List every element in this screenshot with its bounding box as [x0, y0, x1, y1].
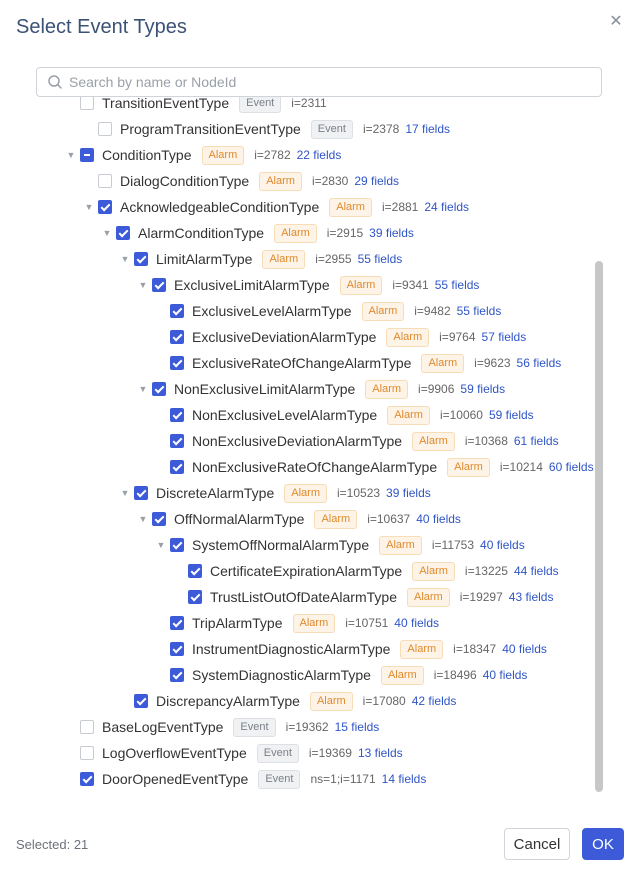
row-checkbox[interactable] — [116, 226, 130, 240]
tree-row[interactable] — [62, 714, 379, 740]
tree-row[interactable] — [62, 97, 333, 116]
row-checkbox[interactable] — [152, 278, 166, 292]
search-icon — [47, 74, 63, 90]
type-badge: Alarm — [284, 484, 327, 503]
caret-down-icon[interactable]: ▼ — [84, 202, 94, 212]
search-input[interactable] — [69, 68, 589, 96]
tree-row[interactable] — [80, 116, 450, 142]
row-name: SystemDiagnosticAlarmType — [192, 667, 371, 683]
node-id: i=2378 — [362, 122, 400, 136]
fields-link[interactable]: 22 fields — [296, 148, 342, 162]
row-checkbox[interactable] — [134, 252, 148, 266]
node-id: i=2311 — [291, 97, 327, 110]
row-name: ExclusiveLimitAlarmType — [174, 277, 330, 293]
type-badge: Alarm — [381, 666, 424, 685]
fields-link[interactable]: 60 fields — [548, 460, 594, 474]
tree-row[interactable] — [116, 246, 402, 272]
row-checkbox[interactable] — [152, 382, 166, 396]
tree-scrollbar[interactable] — [595, 261, 603, 792]
row-checkbox[interactable] — [170, 304, 184, 318]
row-checkbox[interactable] — [188, 590, 202, 604]
node-id: i=9906 — [418, 382, 455, 396]
tree-row[interactable] — [116, 480, 431, 506]
fields-link[interactable]: 40 fields — [416, 512, 461, 526]
type-badge: Alarm — [202, 146, 245, 165]
fields-link[interactable]: 55 fields — [456, 304, 502, 318]
row-checkbox[interactable] — [98, 200, 112, 214]
type-badge: Alarm — [400, 640, 443, 659]
type-badge: Alarm — [259, 172, 302, 191]
fields-link[interactable]: 40 fields — [480, 538, 525, 552]
row-name: ProgramTransitionEventType — [120, 121, 301, 137]
row-checkbox[interactable] — [170, 460, 184, 474]
row-name: DiscreteAlarmType — [156, 485, 275, 501]
dialog-title: Select Event Types — [16, 16, 187, 38]
row-name: TransitionEventType — [102, 97, 230, 111]
type-badge: Alarm — [407, 588, 450, 607]
row-name: SystemOffNormalAlarmType — [192, 537, 370, 553]
type-badge: Alarm — [447, 458, 490, 477]
node-id: i=10060 — [439, 408, 483, 422]
row-name: NonExclusiveDeviationAlarmType — [192, 433, 403, 449]
type-badge: Event — [311, 120, 353, 139]
row-name: DiscrepancyAlarmType — [156, 693, 300, 709]
fields-link[interactable]: 15 fields — [334, 720, 380, 734]
close-icon[interactable]: ✕ — [609, 13, 623, 30]
tree-row[interactable] — [152, 532, 525, 558]
row-name: TrustListOutOfDateAlarmType — [210, 589, 397, 605]
node-id: i=10523 — [337, 486, 381, 500]
node-id: i=2782 — [254, 148, 291, 162]
node-id: i=2881 — [381, 200, 419, 214]
type-badge: Alarm — [365, 380, 408, 399]
row-checkbox[interactable] — [80, 772, 94, 786]
row-name: InstrumentDiagnosticAlarmType — [192, 641, 391, 657]
row-checkbox[interactable] — [170, 642, 184, 656]
fields-link[interactable]: 59 fields — [460, 382, 506, 396]
row-checkbox[interactable] — [80, 720, 94, 734]
tree-row[interactable] — [134, 376, 505, 402]
tree-row[interactable] — [62, 740, 403, 766]
tree-row[interactable] — [134, 506, 461, 532]
type-badge: Alarm — [386, 328, 429, 347]
row-checkbox[interactable] — [188, 564, 202, 578]
row-checkbox[interactable] — [98, 122, 112, 136]
row-checkbox[interactable] — [134, 486, 148, 500]
fields-link[interactable]: 57 fields — [481, 330, 527, 344]
tree-row[interactable] — [152, 298, 501, 324]
node-id: i=17080 — [362, 694, 406, 708]
node-id: i=9623 — [474, 356, 511, 370]
tree-row[interactable] — [152, 662, 527, 688]
fields-link[interactable]: 13 fields — [357, 746, 403, 760]
row-checkbox[interactable] — [170, 330, 184, 344]
node-id: i=10751 — [345, 616, 389, 630]
row-checkbox[interactable] — [80, 148, 94, 162]
fields-link[interactable]: 24 fields — [424, 200, 470, 214]
node-id: i=19369 — [308, 746, 352, 760]
node-id: i=2830 — [311, 174, 349, 188]
tree-row[interactable] — [62, 766, 426, 792]
fields-link[interactable]: 39 fields — [369, 226, 414, 240]
row-checkbox[interactable] — [80, 97, 94, 110]
tree-row[interactable] — [152, 454, 594, 480]
row-checkbox[interactable] — [134, 694, 148, 708]
fields-link[interactable]: 17 fields — [405, 122, 451, 136]
fields-link[interactable]: 39 fields — [386, 486, 431, 500]
node-id: i=9764 — [439, 330, 476, 344]
row-name: ExclusiveDeviationAlarmType — [192, 329, 377, 345]
selected-count: Selected: 21 — [16, 837, 89, 852]
tree-row[interactable] — [170, 558, 559, 584]
fields-link[interactable]: 43 fields — [508, 590, 554, 604]
caret-down-icon[interactable]: ▼ — [66, 150, 76, 160]
row-name: ExclusiveRateOfChangeAlarmType — [192, 355, 412, 371]
row-name: NonExclusiveLevelAlarmType — [192, 407, 378, 423]
node-id: i=10214 — [499, 460, 543, 474]
tree-row[interactable] — [170, 584, 553, 610]
row-name: TripAlarmType — [192, 615, 283, 631]
fields-link[interactable]: 14 fields — [381, 772, 427, 786]
type-badge: Event — [233, 718, 275, 737]
search-box — [36, 67, 602, 97]
node-id: i=18496 — [433, 668, 477, 682]
row-name: AcknowledgeableConditionType — [120, 199, 320, 215]
cancel-button[interactable]: Cancel — [504, 828, 570, 860]
node-id: i=9482 — [414, 304, 451, 318]
row-name: DialogConditionType — [120, 173, 250, 189]
type-badge: Event — [258, 770, 300, 789]
tree-row[interactable] — [152, 610, 439, 636]
row-name: ExclusiveLevelAlarmType — [192, 303, 352, 319]
type-badge: Alarm — [310, 692, 353, 711]
tree-row[interactable] — [116, 688, 456, 714]
tree-row[interactable] — [152, 350, 561, 376]
type-badge: Alarm — [329, 198, 372, 217]
row-name: DoorOpenedEventType — [102, 771, 249, 787]
row-checkbox[interactable] — [170, 434, 184, 448]
fields-link[interactable]: 40 fields — [502, 642, 547, 656]
row-checkbox[interactable] — [80, 746, 94, 760]
tree-row[interactable] — [152, 402, 534, 428]
type-badge: Event — [257, 744, 299, 763]
row-name: LogOverflowEventType — [102, 745, 247, 761]
type-badge: Alarm — [387, 406, 430, 425]
caret-down-icon[interactable]: ▼ — [102, 228, 112, 238]
node-id: i=2955 — [315, 252, 352, 266]
ok-button[interactable]: OK — [582, 828, 624, 860]
node-id: i=19362 — [285, 720, 329, 734]
row-name: LimitAlarmType — [156, 251, 253, 267]
row-checkbox[interactable] — [152, 512, 166, 526]
fields-link[interactable]: 56 fields — [516, 356, 562, 370]
fields-link[interactable]: 42 fields — [411, 694, 457, 708]
type-badge: Alarm — [412, 432, 455, 451]
node-id: i=11753 — [431, 538, 475, 552]
row-name: BaseLogEventType — [102, 719, 224, 735]
row-checkbox[interactable] — [170, 538, 184, 552]
row-name: NonExclusiveRateOfChangeAlarmType — [192, 459, 438, 475]
node-id: i=13225 — [464, 564, 508, 578]
tree-row[interactable] — [152, 428, 559, 454]
node-id: i=10637 — [367, 512, 411, 526]
caret-down-icon[interactable]: ▼ — [120, 254, 130, 264]
type-badge: Alarm — [340, 276, 383, 295]
event-type-tree — [0, 97, 594, 793]
caret-down-icon[interactable]: ▼ — [138, 280, 148, 290]
fields-link[interactable]: 55 fields — [434, 278, 480, 292]
caret-down-icon[interactable]: ▼ — [138, 514, 148, 524]
node-id: i=2915 — [326, 226, 364, 240]
tree-row[interactable] — [152, 324, 526, 350]
node-id: i=19297 — [459, 590, 503, 604]
row-checkbox[interactable] — [170, 408, 184, 422]
fields-link[interactable]: 61 fields — [513, 434, 559, 448]
row-checkbox[interactable] — [170, 356, 184, 370]
fields-link[interactable]: 44 fields — [513, 564, 559, 578]
type-badge: Alarm — [274, 224, 317, 243]
type-badge: Alarm — [421, 354, 464, 373]
type-badge: Alarm — [412, 562, 455, 581]
fields-link[interactable]: 40 fields — [394, 616, 439, 630]
tree-row[interactable] — [98, 220, 414, 246]
tree-row[interactable] — [80, 168, 399, 194]
fields-link[interactable]: 40 fields — [482, 668, 528, 682]
row-checkbox[interactable] — [98, 174, 112, 188]
tree-row[interactable] — [152, 636, 547, 662]
type-badge: Alarm — [362, 302, 405, 321]
tree-row[interactable] — [80, 194, 469, 220]
tree-row[interactable] — [134, 272, 479, 298]
type-badge: Alarm — [379, 536, 422, 555]
row-name: NonExclusiveLimitAlarmType — [174, 381, 356, 397]
type-badge: Event — [239, 97, 281, 113]
type-badge: Alarm — [262, 250, 305, 269]
row-name: OffNormalAlarmType — [174, 511, 305, 527]
fields-link[interactable]: 59 fields — [488, 408, 534, 422]
caret-down-icon[interactable]: ▼ — [120, 488, 130, 498]
node-id: ns=1;i=1171 — [310, 772, 376, 786]
node-id: i=10368 — [464, 434, 508, 448]
tree-row[interactable] — [62, 142, 341, 168]
row-name: AlarmConditionType — [138, 225, 265, 241]
caret-down-icon[interactable]: ▼ — [156, 540, 166, 550]
node-id: i=9341 — [392, 278, 429, 292]
row-name: CertificateExpirationAlarmType — [210, 563, 403, 579]
row-checkbox[interactable] — [170, 668, 184, 682]
fields-link[interactable]: 55 fields — [357, 252, 403, 266]
fields-link[interactable]: 29 fields — [354, 174, 400, 188]
type-badge: Alarm — [314, 510, 357, 529]
row-checkbox[interactable] — [170, 616, 184, 630]
row-name: ConditionType — [102, 147, 192, 163]
type-badge: Alarm — [293, 614, 336, 633]
caret-down-icon[interactable]: ▼ — [138, 384, 148, 394]
node-id: i=18347 — [453, 642, 497, 656]
